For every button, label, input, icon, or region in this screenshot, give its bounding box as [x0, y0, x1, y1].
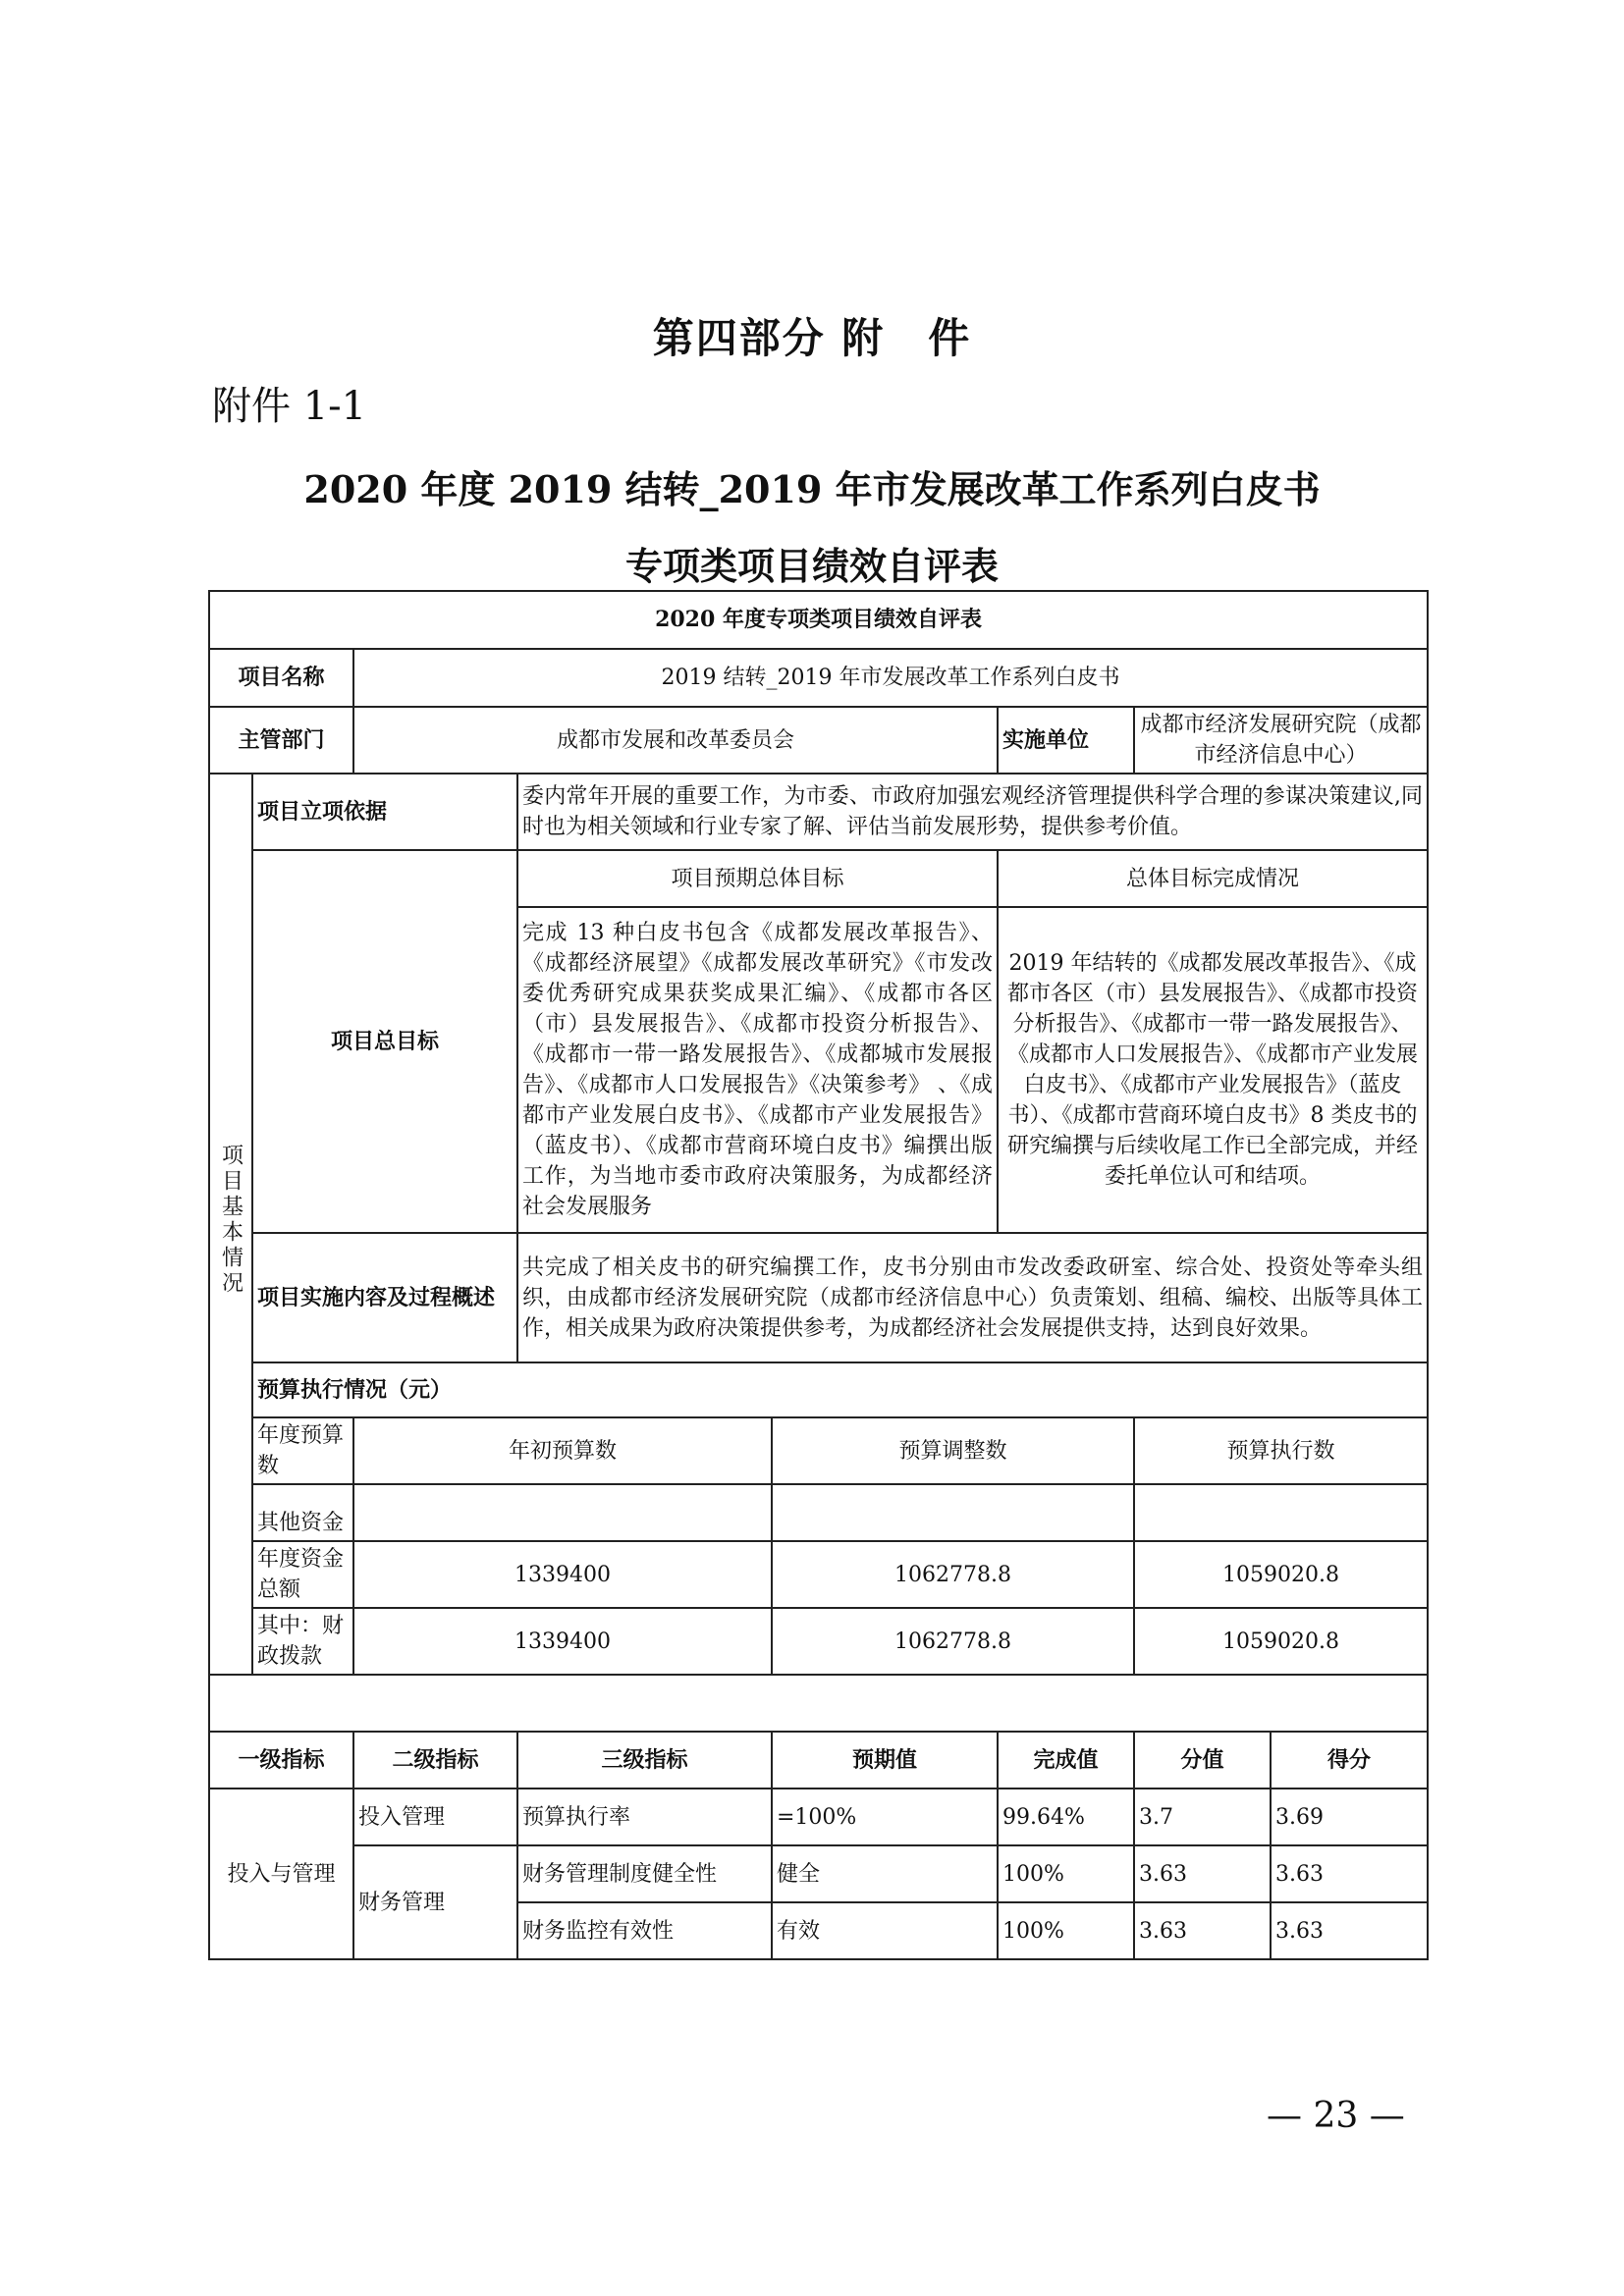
goal-completion-text: 2019 年结转的《成都发展改革报告》、《成都市各区（市）县发展报告》、《成都市投资分析报告》、《成都市一带一路发展报告》、《成都市人口发展报告》、《成都市产业发展白皮书》、《成都市产业发展报告》（蓝皮书）、《成都市营商环境白皮书》8 类皮书的研究编撰与后续收尾工作已全部完成，并经委托单位认可和结项。: [998, 907, 1428, 1233]
indicator-expected: =100%: [772, 1789, 998, 1845]
budget-cell: [353, 1484, 772, 1541]
budget-cell: 1062778.8: [772, 1541, 1134, 1608]
budget-row-label: 其他资金: [252, 1484, 353, 1541]
part-title: 第四部分 附 件: [652, 314, 972, 362]
indicator-score: 3.63: [1134, 1845, 1271, 1902]
indicator-actual: 99.64%: [998, 1789, 1134, 1845]
budget-row-label: 其中：财政拨款: [252, 1608, 353, 1675]
basis-label: 项目立项依据: [252, 774, 517, 850]
indicator-got: 3.63: [1271, 1902, 1428, 1959]
indicator-actual: 100%: [998, 1902, 1134, 1959]
indicator-header: 得分: [1271, 1732, 1428, 1789]
impl-content-text: 共完成了相关皮书的研究编撰工作，皮书分别由市发改委政研室、综合处、投资处等牵头组织，由成都市经济发展研究院（成都市经济信息中心）负责策划、组稿、编校、出版等具体工作，相关成果为政府决策提供参考，为成都经济社会发展提供支持，达到良好效果。: [517, 1233, 1428, 1362]
indicator-got: 3.69: [1271, 1789, 1428, 1845]
budget-cell: 1059020.8: [1134, 1541, 1428, 1608]
dept-label: 主管部门: [209, 707, 353, 774]
indicator-header: 完成值: [998, 1732, 1134, 1789]
project-name: 2019 结转_2019 年市发展改革工作系列白皮书: [353, 649, 1428, 707]
budget-cell: [772, 1484, 1134, 1541]
budget-cell: 1059020.8: [1134, 1608, 1428, 1675]
budget-cell: 1339400: [353, 1541, 772, 1608]
goal-completion-header: 总体目标完成情况: [998, 850, 1428, 907]
project-name-label: 项目名称: [209, 649, 353, 707]
budget-header-exec: 预算执行数: [1134, 1417, 1428, 1484]
indicator-level2: 投入管理: [353, 1789, 517, 1845]
basis-text: 委内常年开展的重要工作，为市委、市政府加强宏观经济管理提供科学合理的参谋决策建议,同时也为相关领域和行业专家了解、评估当前发展形势，提供参考价值。: [517, 774, 1428, 850]
document-title-line-1: 2020 年度 2019 结转_2019 年市发展改革工作系列白皮书: [303, 467, 1321, 511]
budget-cell: [1134, 1484, 1428, 1541]
indicator-header: 二级指标: [353, 1732, 517, 1789]
dept-value: 成都市发展和改革委员会: [353, 707, 998, 774]
blank-row: [209, 1675, 1428, 1732]
indicator-actual: 100%: [998, 1845, 1134, 1902]
budget-header-initial: 年初预算数: [353, 1417, 772, 1484]
budget-cell: 1062778.8: [772, 1608, 1134, 1675]
goal-label: 项目总目标: [252, 850, 517, 1233]
indicator-level3: 预算执行率: [517, 1789, 772, 1845]
table-caption: 2020 年度专项类项目绩效自评表: [209, 591, 1428, 649]
indicator-header: 分值: [1134, 1732, 1271, 1789]
indicator-score: 3.7: [1134, 1789, 1271, 1845]
indicator-level3: 财务管理制度健全性: [517, 1845, 772, 1902]
impl-unit-label: 实施单位: [998, 707, 1134, 774]
indicator-expected: 健全: [772, 1845, 998, 1902]
budget-cell: 1339400: [353, 1608, 772, 1675]
indicator-level1: 投入与管理: [209, 1789, 353, 1959]
expected-goal-header: 项目预期总体目标: [517, 850, 998, 907]
page-number: — 23 —: [1267, 2096, 1405, 2136]
budget-header-adjust: 预算调整数: [772, 1417, 1134, 1484]
indicator-header: 预期值: [772, 1732, 998, 1789]
basic-info-label: [209, 774, 252, 1675]
performance-evaluation-table: [208, 590, 1429, 1960]
budget-year-label: 年度预算数: [252, 1417, 353, 1484]
impl-content-label: 项目实施内容及过程概述: [252, 1233, 517, 1362]
document-title-line-2: 专项类项目绩效自评表: [624, 544, 999, 588]
indicator-expected: 有效: [772, 1902, 998, 1959]
indicator-header: 三级指标: [517, 1732, 772, 1789]
budget-row-label: 年度资金总额: [252, 1541, 353, 1608]
indicator-score: 3.63: [1134, 1902, 1271, 1959]
impl-unit-value: 成都市经济发展研究院（成都市经济信息中心）: [1134, 707, 1428, 774]
indicator-header: 一级指标: [209, 1732, 353, 1789]
budget-label: 预算执行情况（元）: [252, 1362, 1428, 1417]
indicator-level2: 财务管理: [353, 1845, 517, 1959]
indicator-level3: 财务监控有效性: [517, 1902, 772, 1959]
expected-goal-text: 完成 13 种白皮书包含《成都发展改革报告》、《成都经济展望》《成都发展改革研究》《市发改委优秀研究成果获奖成果汇编》、《成都市各区（市）县发展报告》、《成都市投资分析报告》、《成都市一带一路发展报告》、《成都城市发展报告》、《成都市人口发展报告》《决策参考》 、《成都市产业发展白皮书》、《成都市产业发展报告》（蓝皮书）、《成都市营商环境白皮书》编撰出版工作，为当地市委市政府决策服务，为成都经济社会发展服务: [517, 907, 998, 1233]
basic-info-text: 项目基本情况: [218, 1143, 244, 1297]
indicator-got: 3.63: [1271, 1845, 1428, 1902]
attachment-number: 附件 1-1: [212, 384, 367, 429]
